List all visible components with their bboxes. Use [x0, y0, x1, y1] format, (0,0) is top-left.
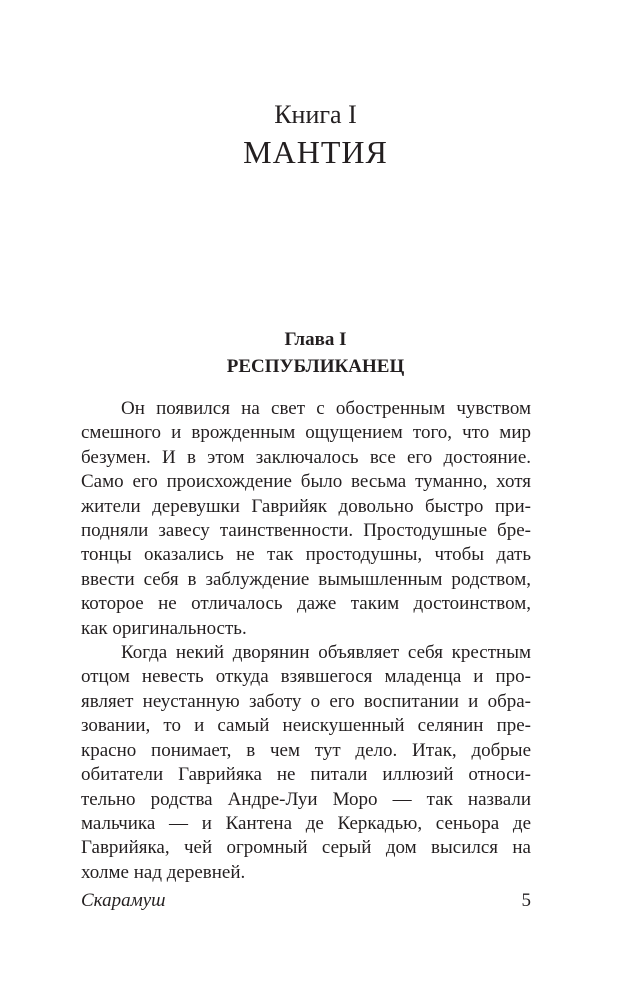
- text-line: ввести себя в заблуждение вымышленным родством,: [81, 568, 531, 590]
- text-line: зовании, то и самый неискушенный селянин пре-: [81, 715, 531, 737]
- text-line: Само его происхождение было весьма туманно, хотя: [81, 471, 531, 493]
- text-line: как оригинальность.: [81, 617, 247, 639]
- text-line: тельно родства Андре-Луи Моро — так назвали: [81, 788, 531, 810]
- text-line: безумен. И в этом заключалось все его достояние.: [81, 446, 531, 468]
- chapter-label: Глава I: [284, 329, 347, 350]
- text-line: подняли завесу таинственности. Простодушные бре-: [81, 520, 531, 542]
- text-line: мальчика — и Кантена де Керкадью, сеньора де: [81, 812, 531, 834]
- text-line: Гаврийяка, чей огромный серый дом высился на: [81, 837, 531, 859]
- text-line: смешного и врожденным ощущением того, что мир: [81, 422, 531, 444]
- chapter-title: РЕСПУБЛИКАНЕЦ: [226, 356, 405, 377]
- text-line: Он появился на свет с обостренным чувством: [121, 398, 531, 419]
- text-line: Когда некий дворянин объявляет себя крестным: [121, 642, 531, 664]
- text-line: тонцы оказались не так простодушны, чтобы дать: [81, 544, 531, 566]
- body-text: [81, 397, 531, 885]
- paragraph: [81, 641, 531, 885]
- text-line: жители деревушки Гаврийяк довольно быстро при-: [81, 495, 531, 517]
- text-line: которое не отличалось даже таким достоинством,: [81, 593, 531, 615]
- text-line: отцом невесть откуда взявшегося младенца и про-: [81, 666, 531, 688]
- paragraph: [81, 397, 531, 641]
- text-line: красно понимает, в чем тут дело. Итак, добрые: [81, 739, 531, 761]
- text-line: холме над деревней.: [81, 861, 246, 883]
- running-footer-title: Скарамуш: [81, 890, 166, 911]
- text-line: являет неустанную заботу о его воспитании и обра-: [81, 690, 531, 712]
- book-label: Книга I: [274, 100, 357, 129]
- page-number: 5: [521, 890, 531, 911]
- book-title: МАНТИЯ: [243, 134, 388, 170]
- text-line: обитатели Гаврийяка не питали иллюзий относи-: [81, 764, 531, 786]
